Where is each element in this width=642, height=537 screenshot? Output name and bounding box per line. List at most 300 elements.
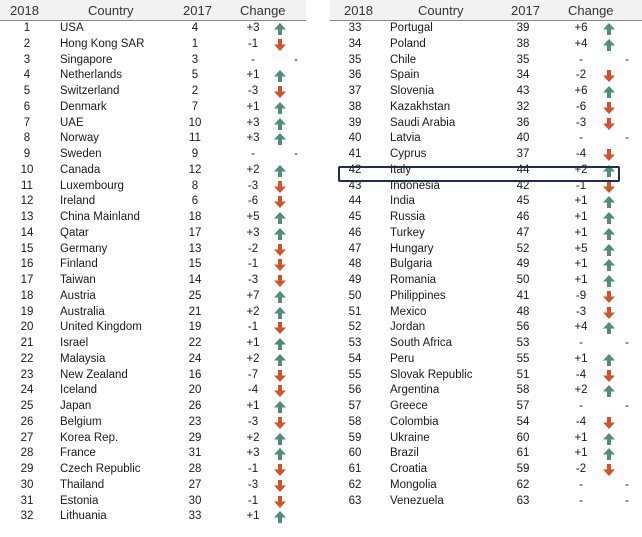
- table-row: [0, 462, 306, 478]
- rank-change: -3: [575, 305, 587, 318]
- rank-2017: 8: [191, 179, 199, 192]
- table-row: [0, 100, 306, 116]
- rank-2017: 37: [516, 148, 530, 160]
- arrow-up-icon: [602, 84, 616, 99]
- country-name: Korea Rep.: [60, 431, 119, 444]
- rank-2018: 37: [348, 85, 362, 97]
- rank-change: -1: [247, 494, 259, 507]
- rank-2017: 26: [188, 400, 202, 412]
- table-row: [330, 352, 642, 368]
- arrow-up-icon: [602, 242, 616, 257]
- rank-2018: 63: [348, 494, 362, 507]
- arrow-up-icon: [273, 226, 287, 241]
- table-row: [0, 336, 306, 352]
- rank-change: +2: [246, 305, 260, 318]
- table-row: [330, 494, 642, 510]
- rank-2018: 40: [348, 132, 362, 145]
- rank-2017: 4: [191, 22, 199, 34]
- rank-change: -3: [247, 415, 259, 428]
- rank-change: -1: [575, 179, 587, 192]
- rank-2018: 43: [348, 179, 362, 192]
- rank-2018: 31: [20, 494, 34, 507]
- arrow-up-icon: [273, 509, 287, 524]
- table-row: [330, 131, 642, 147]
- arrow-up-icon: [273, 21, 287, 36]
- country-name: India: [390, 195, 415, 208]
- rank-change: +3: [246, 116, 260, 129]
- table-row: [330, 210, 642, 226]
- arrow-up-icon: [602, 431, 616, 446]
- rank-2017: 7: [191, 100, 199, 113]
- table-row: [330, 242, 642, 258]
- arrow-down-icon: [273, 273, 287, 288]
- country-name: Thailand: [60, 478, 105, 491]
- rank-change: -: [579, 132, 583, 145]
- rank-2017: 33: [188, 510, 202, 523]
- rank-2017: 63: [516, 494, 530, 507]
- country-name: Switzerland: [60, 85, 120, 97]
- rank-2018: 7: [23, 116, 31, 129]
- arrow-up-icon: [273, 305, 287, 320]
- table-row: [0, 494, 306, 510]
- rank-2017: 31: [188, 447, 202, 460]
- country-name: Estonia: [60, 494, 99, 507]
- rank-2018: 25: [20, 400, 34, 412]
- rank-2018: 27: [20, 431, 34, 444]
- arrow-down-icon: [273, 494, 287, 509]
- arrow-up-icon: [602, 21, 616, 36]
- arrow-down-icon: [602, 368, 616, 383]
- rank-2018: 20: [20, 321, 34, 334]
- header-2018: 2018: [344, 3, 373, 18]
- arrow-up-icon: [273, 163, 287, 178]
- rank-change: -2: [575, 69, 587, 82]
- arrow-down-icon: [602, 68, 616, 83]
- arrow-down-icon: [273, 194, 287, 209]
- rank-2018: 49: [348, 274, 362, 286]
- rank-2018: 62: [348, 478, 362, 491]
- table-row: [330, 368, 642, 384]
- table-row: [0, 68, 306, 84]
- rank-2017: 47: [516, 226, 530, 239]
- table-row: [0, 320, 306, 336]
- rank-2017: 12: [188, 163, 202, 176]
- rank-change: -4: [575, 415, 587, 428]
- rank-change: +2: [246, 163, 260, 176]
- header-change: Change: [240, 3, 286, 18]
- arrow-up-icon: [273, 289, 287, 304]
- rank-2018: 28: [20, 447, 34, 460]
- arrow-down-icon: [273, 257, 287, 272]
- rank-2018: 6: [23, 100, 31, 113]
- country-name: United Kingdom: [60, 321, 142, 334]
- rank-change: +1: [246, 510, 260, 523]
- rank-change: -: [251, 53, 255, 66]
- rank-2017: 30: [188, 494, 202, 507]
- country-name: Israel: [60, 337, 89, 349]
- no-change-dash: -: [625, 494, 629, 507]
- table-row: [0, 84, 306, 100]
- arrow-down-icon: [273, 383, 287, 398]
- rank-2018: 36: [348, 69, 362, 82]
- rank-2017: 6: [191, 195, 199, 208]
- rank-2018: 35: [348, 53, 362, 66]
- table-row: [0, 37, 306, 53]
- rank-2018: 41: [348, 148, 362, 160]
- country-name: Hong Kong SAR: [60, 37, 145, 50]
- country-name: Malaysia: [60, 352, 106, 365]
- ranking-table-left: [0, 0, 306, 525]
- table-row: [330, 116, 642, 132]
- table-row: [0, 226, 306, 242]
- country-name: South Africa: [390, 337, 453, 349]
- table-row: [0, 446, 306, 462]
- country-name: Argentina: [390, 384, 440, 397]
- arrow-up-icon: [273, 352, 287, 367]
- rank-change: -: [251, 148, 255, 160]
- header-2018: 2018: [10, 3, 39, 18]
- ranking-table-right: [330, 0, 642, 509]
- country-name: Ukraine: [390, 431, 430, 444]
- rank-change: +3: [246, 22, 260, 34]
- rank-2018: 58: [348, 415, 362, 428]
- rank-2018: 2: [23, 37, 31, 50]
- country-name: China Mainland: [60, 211, 140, 223]
- rank-2017: 49: [516, 258, 530, 271]
- rank-2018: 57: [348, 400, 362, 412]
- rank-change: +5: [574, 242, 588, 255]
- rank-2017: 13: [188, 242, 202, 255]
- rank-2017: 35: [516, 53, 530, 66]
- no-change-dash: -: [625, 400, 629, 412]
- table-row: [330, 383, 642, 399]
- table-row: [330, 37, 642, 53]
- no-change-dash: -: [625, 337, 629, 349]
- rank-2017: 39: [516, 22, 530, 34]
- arrow-up-icon: [273, 116, 287, 131]
- arrow-up-icon: [602, 352, 616, 367]
- arrow-down-icon: [273, 242, 287, 257]
- rank-2017: 16: [188, 368, 202, 381]
- rank-2017: 38: [516, 37, 530, 50]
- rank-2018: 61: [348, 463, 362, 475]
- rank-2017: 5: [191, 69, 199, 82]
- country-name: Brazil: [390, 447, 419, 460]
- rank-2017: 21: [188, 305, 202, 318]
- arrow-up-icon: [602, 210, 616, 225]
- rank-2018: 24: [20, 384, 34, 397]
- arrow-up-icon: [602, 446, 616, 461]
- rank-2017: 20: [188, 384, 202, 397]
- rank-change: +1: [574, 447, 588, 460]
- rank-change: +1: [574, 431, 588, 444]
- country-name: Venezuela: [390, 494, 444, 507]
- rank-2018: 8: [23, 132, 31, 145]
- rank-change: +6: [574, 22, 588, 34]
- country-name: Spain: [390, 69, 420, 82]
- arrow-up-icon: [273, 336, 287, 351]
- rank-change: +2: [574, 163, 588, 176]
- rank-2017: 27: [188, 478, 202, 491]
- rank-change: +5: [246, 211, 260, 223]
- rank-change: -2: [247, 242, 259, 255]
- table-row: [330, 147, 642, 163]
- rank-change: +2: [246, 352, 260, 365]
- header-change: Change: [568, 3, 614, 18]
- rank-2018: 16: [20, 258, 34, 271]
- country-name: Kazakhstan: [390, 100, 451, 113]
- table-row: [330, 399, 642, 415]
- rank-change: +1: [574, 211, 588, 223]
- rank-change: -: [579, 53, 583, 66]
- rank-2017: 57: [516, 400, 530, 412]
- table-row: [330, 415, 642, 431]
- country-name: Russia: [390, 211, 426, 223]
- table-row: [0, 194, 306, 210]
- table-row: [330, 336, 642, 352]
- table-row: [0, 179, 306, 195]
- rank-2018: 32: [20, 510, 34, 523]
- country-name: Netherlands: [60, 69, 123, 82]
- header-2017: 2017: [511, 3, 540, 18]
- country-name: Singapore: [60, 53, 113, 66]
- country-name: Denmark: [60, 100, 107, 113]
- rank-2017: 15: [188, 258, 202, 271]
- rank-change: +1: [246, 400, 260, 412]
- rank-2018: 33: [348, 22, 362, 34]
- country-name: Iceland: [60, 384, 98, 397]
- rank-change: +3: [246, 447, 260, 460]
- rank-change: +2: [574, 384, 588, 397]
- arrow-down-icon: [602, 116, 616, 131]
- rank-2017: 51: [516, 368, 530, 381]
- rank-2017: 61: [516, 447, 530, 460]
- header-2017: 2017: [183, 3, 212, 18]
- rank-2018: 55: [348, 368, 362, 381]
- table-row: [0, 383, 306, 399]
- rank-2017: 10: [188, 116, 202, 129]
- country-name: Canada: [60, 163, 101, 176]
- rank-2017: 45: [516, 195, 530, 208]
- rank-change: -1: [247, 321, 259, 334]
- rank-2018: 19: [20, 305, 34, 318]
- arrow-up-icon: [602, 383, 616, 398]
- rank-2017: 22: [188, 337, 202, 349]
- table-row: [330, 431, 642, 447]
- rank-change: +3: [246, 132, 260, 145]
- country-name: Colombia: [390, 415, 439, 428]
- rank-change: -9: [575, 289, 587, 302]
- arrow-down-icon: [273, 415, 287, 430]
- rank-2018: 34: [348, 37, 362, 50]
- rank-2017: 32: [516, 100, 530, 113]
- rank-change: +2: [246, 431, 260, 444]
- rank-2017: 29: [188, 431, 202, 444]
- country-name: Philippines: [390, 289, 446, 302]
- table-row: [0, 210, 306, 226]
- arrow-down-icon: [273, 368, 287, 383]
- country-name: Portugal: [390, 22, 433, 34]
- country-name: Finland: [60, 258, 98, 271]
- rank-2018: 59: [348, 431, 362, 444]
- table-row: [0, 509, 306, 525]
- table-row: [330, 273, 642, 289]
- rank-2017: 53: [516, 337, 530, 349]
- rank-2018: 46: [348, 226, 362, 239]
- country-name: Germany: [60, 242, 108, 255]
- country-name: Turkey: [390, 226, 425, 239]
- country-name: Slovak Republic: [390, 368, 473, 381]
- rank-2018: 53: [348, 337, 362, 349]
- rank-change: +1: [574, 274, 588, 286]
- table-row: [330, 305, 642, 321]
- table-row: [330, 100, 642, 116]
- country-name: Taiwan: [60, 274, 96, 286]
- rank-change: -4: [247, 384, 259, 397]
- rank-change: +1: [574, 258, 588, 271]
- country-name: Chile: [390, 53, 417, 66]
- rank-2018: 30: [20, 478, 34, 491]
- rank-2017: 41: [516, 289, 530, 302]
- rank-2017: 55: [516, 352, 530, 365]
- rank-2018: 3: [23, 53, 31, 66]
- country-name: Qatar: [60, 226, 89, 239]
- rank-change: -4: [575, 148, 587, 160]
- rank-2017: 60: [516, 431, 530, 444]
- arrow-down-icon: [273, 462, 287, 477]
- country-name: Lithuania: [60, 510, 107, 523]
- table-row: [0, 478, 306, 494]
- table-row: [330, 194, 642, 210]
- rank-2017: 42: [516, 179, 530, 192]
- table-header: [330, 0, 642, 21]
- rank-change: -1: [247, 258, 259, 271]
- rank-2018: 10: [20, 163, 34, 176]
- country-name: USA: [60, 22, 84, 34]
- table-row: [330, 478, 642, 494]
- rank-2018: 15: [20, 242, 34, 255]
- rank-2018: 22: [20, 352, 34, 365]
- country-name: New Zealand: [60, 368, 128, 381]
- rank-change: -: [579, 400, 583, 412]
- arrow-down-icon: [273, 84, 287, 99]
- rank-2017: 52: [516, 242, 530, 255]
- table-row: [0, 53, 306, 69]
- rank-2018: 44: [348, 195, 362, 208]
- rank-2018: 38: [348, 100, 362, 113]
- table-row: [0, 431, 306, 447]
- rank-2018: 1: [23, 22, 31, 34]
- table-row: [0, 415, 306, 431]
- rank-change: -2: [575, 463, 587, 475]
- rank-change: -: [579, 337, 583, 349]
- rank-2017: 59: [516, 463, 530, 475]
- rank-2017: 48: [516, 305, 530, 318]
- header-country: Country: [88, 3, 134, 18]
- rank-2017: 9: [191, 148, 199, 160]
- rank-change: +1: [574, 226, 588, 239]
- country-name: Jordan: [390, 321, 426, 334]
- rank-2018: 51: [348, 305, 362, 318]
- country-name: Italy: [390, 163, 412, 176]
- country-name: Hungary: [390, 242, 434, 255]
- table-row: [330, 68, 642, 84]
- table-row: [0, 242, 306, 258]
- arrow-up-icon: [273, 210, 287, 225]
- arrow-up-icon: [602, 273, 616, 288]
- table-row: [0, 163, 306, 179]
- rank-2017: 11: [189, 132, 201, 145]
- arrow-down-icon: [602, 415, 616, 430]
- rank-2017: 54: [516, 415, 530, 428]
- rank-2017: 43: [516, 85, 530, 97]
- rank-change: -3: [247, 478, 259, 491]
- rank-2018: 23: [20, 368, 34, 381]
- rank-change: -7: [247, 368, 259, 381]
- header-country: Country: [418, 3, 464, 18]
- rank-2017: 19: [188, 321, 202, 334]
- rank-2017: 25: [188, 289, 202, 302]
- rank-2018: 45: [348, 211, 362, 223]
- rank-change: -6: [575, 100, 587, 113]
- arrow-down-icon: [273, 478, 287, 493]
- arrow-down-icon: [273, 179, 287, 194]
- rank-change: -3: [247, 274, 259, 286]
- country-name: Japan: [60, 400, 92, 412]
- country-name: Norway: [60, 132, 99, 145]
- no-change-dash: -: [294, 53, 298, 66]
- rank-2018: 17: [20, 274, 34, 286]
- rank-2018: 42: [348, 163, 362, 176]
- rank-2018: 26: [20, 415, 34, 428]
- country-name: Cyprus: [390, 148, 427, 160]
- rank-2017: 40: [516, 132, 530, 145]
- table-row: [0, 273, 306, 289]
- country-name: Poland: [390, 37, 426, 50]
- arrow-down-icon: [273, 320, 287, 335]
- italy-highlight-box: [338, 166, 620, 182]
- country-name: Greece: [390, 400, 428, 412]
- rank-2018: 18: [20, 289, 34, 302]
- rank-2017: 58: [516, 384, 530, 397]
- table-row: [330, 21, 642, 37]
- rank-2018: 54: [348, 352, 362, 365]
- arrow-down-icon: [602, 147, 616, 162]
- rank-2018: 50: [348, 289, 362, 302]
- rank-change: -3: [247, 85, 259, 97]
- table-row: [0, 131, 306, 147]
- arrow-up-icon: [602, 257, 616, 272]
- rank-2018: 5: [23, 85, 31, 97]
- country-name: Romania: [390, 274, 437, 286]
- table-row: [0, 399, 306, 415]
- rank-2017: 34: [516, 69, 530, 82]
- table-row: [330, 226, 642, 242]
- rank-change: -3: [575, 116, 587, 129]
- no-change-dash: -: [625, 478, 629, 491]
- country-name: Luxembourg: [60, 179, 124, 192]
- arrow-up-icon: [273, 446, 287, 461]
- table-row: [330, 257, 642, 273]
- table-row: [0, 352, 306, 368]
- table-row: [0, 289, 306, 305]
- rank-2017: 17: [188, 226, 202, 239]
- country-name: Croatia: [390, 463, 428, 475]
- table-row: [0, 21, 306, 37]
- country-name: Indonesia: [390, 179, 440, 192]
- table-row: [330, 446, 642, 462]
- arrow-down-icon: [602, 289, 616, 304]
